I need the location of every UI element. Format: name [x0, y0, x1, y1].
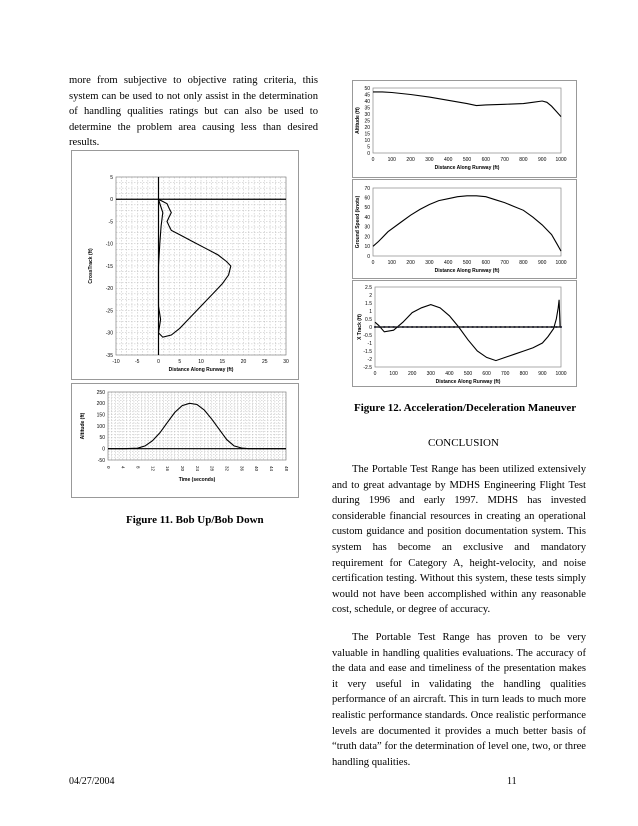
- x-tick-label: 20: [240, 359, 247, 365]
- y-axis-label: X Track (ft): [357, 314, 363, 340]
- zero-marker: [462, 326, 464, 328]
- y-tick-label: -10: [105, 241, 113, 248]
- x-tick-label: 16: [165, 466, 171, 472]
- y-tick-label: -5: [108, 219, 113, 226]
- y-tick-label: -1.5: [363, 348, 372, 355]
- x-tick-label: 200: [408, 371, 417, 377]
- zero-marker: [458, 326, 460, 328]
- zero-marker: [439, 326, 441, 328]
- y-tick-label: 10: [364, 244, 370, 251]
- x-tick-label: 500: [463, 371, 473, 377]
- y-tick-label: 100: [96, 423, 105, 430]
- y-tick-label: 1.5: [365, 300, 372, 307]
- x-axis-label: Distance Along Runway (ft): [435, 379, 501, 385]
- y-tick-label: 0: [110, 197, 113, 204]
- y-tick-label: 40: [364, 214, 370, 221]
- y-tick-label: 60: [364, 195, 370, 202]
- y-tick-label: 10: [364, 137, 370, 144]
- x-tick-label: 4: [120, 466, 126, 469]
- zero-marker: [402, 326, 404, 328]
- zero-marker: [500, 326, 502, 328]
- x-tick-label: 1000: [555, 371, 567, 377]
- y-tick-label: 50: [364, 205, 370, 212]
- x-tick-label: 700: [500, 157, 509, 163]
- x-tick-label: 900: [538, 371, 547, 377]
- y-tick-label: 2.5: [365, 284, 372, 291]
- x-tick-label: 300: [425, 260, 434, 266]
- altitude-time-chart: [72, 384, 298, 497]
- x-tick-label: 700: [501, 371, 510, 377]
- x-tick-label: 12: [150, 466, 156, 472]
- zero-marker: [546, 326, 548, 328]
- y-tick-label: 0: [102, 446, 105, 453]
- x-tick-label: 500: [462, 157, 472, 163]
- x-tick-label: 1000: [555, 260, 567, 266]
- zero-marker: [411, 326, 413, 328]
- x-tick-label: -10: [112, 359, 120, 365]
- y-tick-label: 1: [369, 308, 372, 315]
- x-tick-label: 900: [538, 260, 547, 266]
- zero-marker: [514, 326, 516, 328]
- y-tick-label: 5: [367, 144, 370, 151]
- y-axis-label: CrossTrack (ft): [88, 248, 94, 284]
- plot-area: [373, 88, 561, 153]
- zero-marker: [444, 326, 446, 328]
- x-tick-label: 1000: [555, 157, 567, 163]
- zero-marker: [495, 326, 497, 328]
- y-tick-label: 40: [364, 98, 370, 105]
- conclusion-paragraph-1: The Portable Test Range has been utilized extensively and to great advantage by MDHS Engineering Flight Test during 1996 and early 1997. MDHS has invested considerable financial resources in creating an operational custom guidance and position documentation system. This system has become an exclusive and mandatory requirement for Category A, height-velocity, and noise certification testing. Without this system, these tests simply would not have been accomplished within any reasonable cost, schedule, or degree of accuracy.: [332, 464, 586, 616]
- zero-marker: [476, 326, 478, 328]
- x-tick-label: 100: [389, 371, 398, 377]
- x-tick-label: 800: [519, 157, 528, 163]
- x-tick-label: 20: [179, 466, 185, 472]
- x-tick-label: 800: [519, 371, 528, 377]
- footer-date: 04/27/2004: [69, 776, 115, 787]
- x-tick-label: 200: [406, 157, 415, 163]
- data-series-line: [373, 92, 561, 117]
- x-axis-label: Time (seconds): [178, 477, 216, 483]
- y-tick-label: 20: [364, 234, 370, 241]
- x-tick-label: 44: [268, 466, 274, 472]
- zero-marker: [421, 326, 423, 328]
- y-tick-label: 150: [96, 412, 105, 419]
- x-tick-label: 200: [406, 260, 415, 266]
- y-tick-label: 30: [364, 224, 370, 231]
- x-tick-label: 100: [387, 157, 396, 163]
- x-tick-label: 0: [371, 260, 375, 266]
- zero-marker: [435, 326, 437, 328]
- zero-marker: [416, 326, 418, 328]
- y-tick-label: 0.5: [365, 316, 372, 323]
- zero-marker: [467, 326, 469, 328]
- x-tick-label: 600: [481, 260, 490, 266]
- x-tick-label: 48: [283, 466, 289, 472]
- x-tick-label: 30: [283, 359, 289, 365]
- zero-marker: [383, 326, 385, 328]
- zero-marker: [481, 326, 483, 328]
- x-tick-label: 600: [481, 157, 490, 163]
- crosstrack-chart: [72, 151, 298, 379]
- zero-marker: [449, 326, 451, 328]
- x-tick-label: 100: [387, 260, 396, 266]
- right-column-text: [332, 462, 586, 770]
- y-tick-label: -30: [105, 330, 113, 337]
- zero-marker: [393, 326, 395, 328]
- x-tick-label: 300: [425, 157, 434, 163]
- altitude-distance-chart: [353, 81, 576, 177]
- figure12-altitude-frame: [352, 80, 577, 178]
- x-axis-label: Distance Along Runway (ft): [168, 367, 234, 373]
- y-tick-label: -1: [367, 340, 372, 347]
- zero-marker: [486, 326, 488, 328]
- footer-page-number: 11: [507, 776, 517, 787]
- zero-marker: [532, 326, 534, 328]
- x-tick-label: -5: [135, 359, 140, 365]
- y-tick-label: 0: [369, 324, 372, 331]
- figure11-altitude-frame: [71, 383, 299, 498]
- zero-marker: [560, 326, 562, 328]
- y-tick-label: 30: [364, 111, 370, 118]
- zero-marker: [472, 326, 474, 328]
- x-tick-label: 0: [371, 157, 375, 163]
- x-tick-label: 900: [538, 157, 547, 163]
- x-tick-label: 0: [157, 359, 160, 365]
- zero-marker: [528, 326, 530, 328]
- zero-marker: [537, 326, 539, 328]
- y-tick-label: 25: [364, 118, 370, 125]
- y-tick-label: 15: [364, 131, 370, 138]
- zero-marker: [425, 326, 427, 328]
- y-axis-label: Ground Speed (knots): [355, 195, 361, 249]
- y-tick-label: 2: [369, 292, 372, 299]
- y-tick-label: 50: [99, 435, 105, 442]
- zero-marker: [542, 326, 544, 328]
- y-tick-label: -50: [97, 457, 105, 464]
- y-axis-label: Altitude (ft): [80, 412, 86, 440]
- y-tick-label: -25: [105, 308, 113, 315]
- y-tick-label: 0: [367, 150, 370, 157]
- x-track-chart: [353, 281, 576, 386]
- y-tick-label: 0: [367, 253, 370, 260]
- x-tick-label: 32: [224, 466, 230, 472]
- y-tick-label: 200: [96, 401, 105, 408]
- x-tick-label: 400: [444, 260, 453, 266]
- ground-speed-chart: [353, 180, 576, 278]
- x-tick-label: 800: [519, 260, 528, 266]
- y-tick-label: -2.5: [363, 364, 372, 371]
- zero-marker: [523, 326, 525, 328]
- zero-marker: [453, 326, 455, 328]
- zero-marker: [407, 326, 409, 328]
- zero-marker: [430, 326, 432, 328]
- figure11-crosstrack-frame: [71, 150, 299, 380]
- zero-marker: [388, 326, 390, 328]
- zero-marker: [509, 326, 511, 328]
- figure12-caption: Figure 12. Acceleration/Deceleration Maneuver: [354, 402, 577, 414]
- x-tick-label: 40: [254, 466, 260, 472]
- x-tick-label: 24: [194, 466, 200, 472]
- x-tick-label: 500: [462, 260, 472, 266]
- y-tick-label: 50: [364, 85, 370, 92]
- x-tick-label: 400: [444, 157, 453, 163]
- y-tick-label: 5: [110, 174, 113, 181]
- data-series-line: [373, 196, 561, 251]
- zero-marker: [490, 326, 492, 328]
- x-axis-label: Distance Along Runway (ft): [434, 268, 500, 274]
- zero-marker: [379, 326, 381, 328]
- data-series-line: [375, 300, 560, 361]
- zero-marker: [504, 326, 506, 328]
- y-tick-label: -20: [105, 286, 113, 293]
- figure11-caption: Figure 11. Bob Up/Bob Down: [126, 514, 264, 526]
- figure12-xtrack-frame: [352, 280, 577, 387]
- y-tick-label: 250: [96, 389, 105, 396]
- zero-marker: [555, 326, 557, 328]
- x-tick-label: 36: [239, 466, 245, 472]
- zero-marker: [551, 326, 553, 328]
- figure12-speed-frame: [352, 179, 577, 279]
- y-tick-label: 70: [364, 185, 370, 192]
- x-tick-label: 300: [426, 371, 435, 377]
- x-tick-label: 15: [219, 359, 226, 365]
- zero-marker: [374, 326, 376, 328]
- y-tick-label: 20: [364, 124, 370, 131]
- y-tick-label: -2: [367, 356, 372, 363]
- x-tick-label: 8: [135, 466, 141, 469]
- x-tick-label: 600: [482, 371, 491, 377]
- x-tick-label: 0: [105, 466, 111, 469]
- x-tick-label: 400: [445, 371, 454, 377]
- x-tick-label: 10: [198, 359, 204, 365]
- x-tick-label: 5: [178, 359, 182, 365]
- x-tick-label: 0: [373, 371, 377, 377]
- y-tick-label: 35: [364, 105, 370, 112]
- x-tick-label: 700: [500, 260, 509, 266]
- y-axis-label: Altitude (ft): [355, 107, 361, 134]
- conclusion-heading: CONCLUSION: [428, 437, 499, 449]
- x-tick-label: 28: [209, 466, 215, 472]
- y-tick-label: -15: [105, 263, 113, 270]
- y-tick-label: -35: [105, 352, 113, 359]
- left-column-text: [69, 73, 318, 151]
- zero-marker: [518, 326, 520, 328]
- x-axis-label: Distance Along Runway (ft): [434, 165, 500, 171]
- left-paragraph: more from subjective to objective rating criteria, this system can be used to not only assist in the determination of handling qualities ratings but can also be used to determine the problem area causing less than desired results.: [69, 75, 318, 149]
- conclusion-paragraph-2: The Portable Test Range has proven to be very valuable in handling qualities evaluations. The accuracy of the data and ease and timeliness of the presentation makes it very useful in validating the handling qualities performance of an aircraft. This in turn leads to much more realistic performance standards. Once realistic performance levels are documented it provides a much better basis of “truth data” for the determination of level one, two, or three handling qualities.: [332, 631, 586, 768]
- y-tick-label: 45: [364, 92, 370, 99]
- y-tick-label: -0.5: [363, 332, 372, 339]
- x-tick-label: 25: [261, 359, 268, 365]
- zero-marker: [397, 326, 399, 328]
